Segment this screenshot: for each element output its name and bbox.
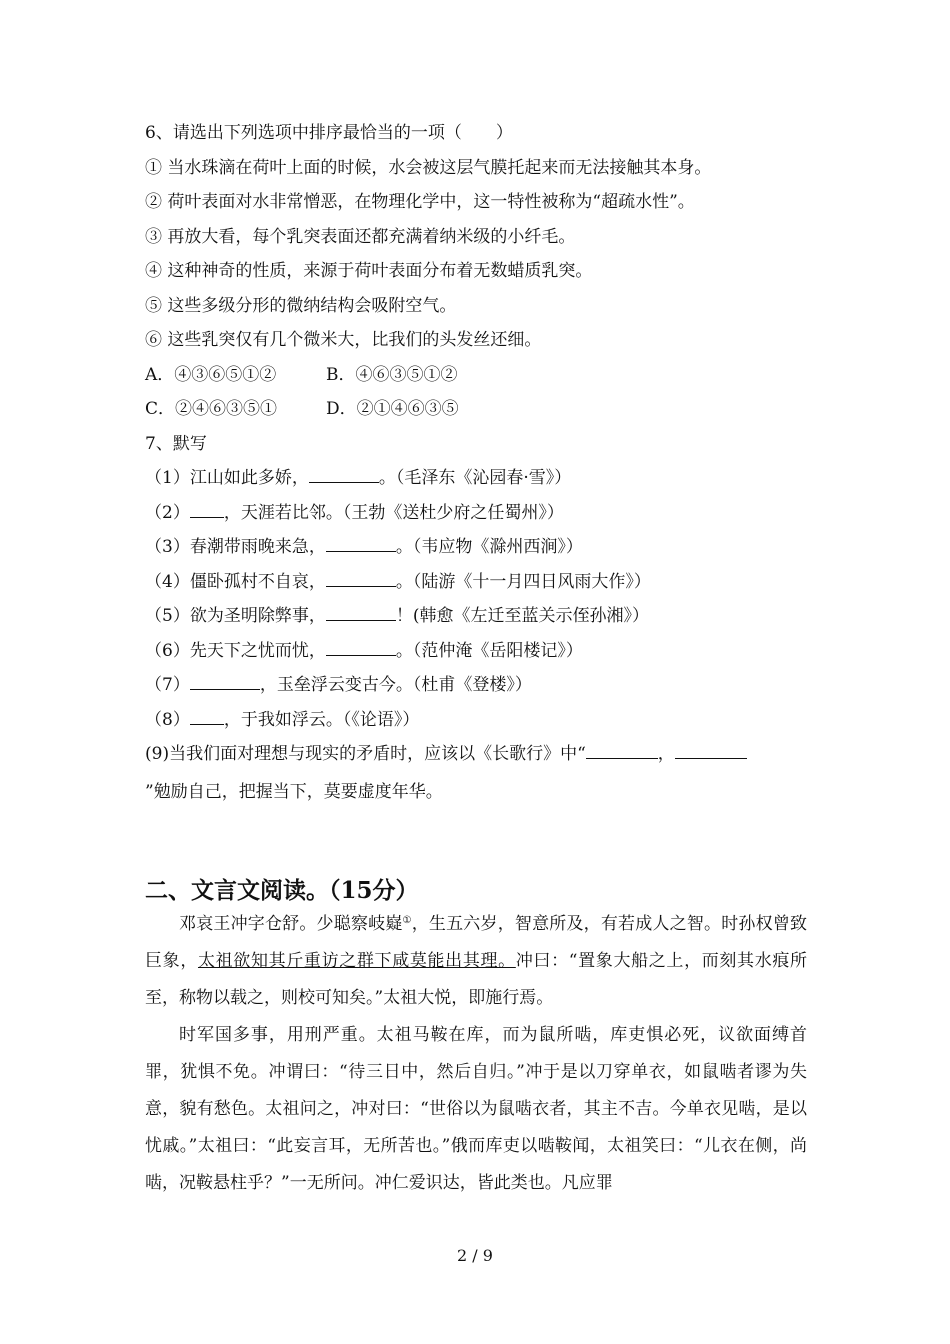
answer-blank (190, 503, 224, 518)
answer-blank (675, 744, 747, 759)
footnote-marker: ① (402, 915, 412, 926)
question-7-title: 7、默写 (145, 434, 207, 454)
passage-paragraph-2: 时军国多事，用刑严重。太祖马鞍在库，而为鼠所啮，库吏惧必死，议欲面缚首罪，犹惧不免。冲谓曰：“待三日中，然后自归。”冲于是以刀穿单衣，如鼠啮者谬为失意，貌有愁色。太祖问之，冲对曰：“世俗以为鼠啮衣者，其主不吉。今单衣见啮，是以忧戚。”太祖曰：“此妄言耳，无所苦也。”俄而库吏以啮鞍闻，太祖笑曰：“儿衣在侧，尚啮，况鞍悬柱乎？”一无所问。冲仁爱识达，皆此类也。凡应罪 (145, 1025, 807, 1193)
answer-blank (326, 641, 396, 656)
option-b: B．④⑥③⑤①② (326, 365, 458, 385)
question-6-item-6: ⑥ 这些乳突仅有几个微米大，比我们的头发丝还细。 (145, 330, 542, 350)
dictation-6-prefix: （6）先天下之忧而忧， (145, 641, 326, 661)
dictation-2-suffix: ，天涯若比邻。（王勃《送杜少府之任蜀州》） (223, 503, 564, 523)
passage-paragraph-1 (145, 906, 807, 1017)
question-6-title: 6、请选出下列选项中排序最恰当的一项（ ） (145, 123, 513, 143)
dictation-line-9 (145, 744, 747, 764)
dictation-7-prefix: （7） (145, 675, 190, 695)
dictation-line-6 (145, 641, 583, 661)
question-6-item-2: ② 荷叶表面对水非常憎恶，在物理化学中，这一特性被称为“超疏水性”。 (145, 192, 695, 212)
dictation-1-suffix: 。（毛泽东《沁园春·雪》） (378, 468, 572, 488)
answer-blank (190, 675, 260, 690)
dictation-line-8 (145, 710, 419, 730)
dictation-line-4 (145, 572, 651, 592)
dictation-line-9-continued: ”勉励自己，把握当下，莫要虚度年华。 (145, 782, 443, 802)
dictation-8-prefix: （8） (145, 710, 190, 730)
option-d: D．②①④⑥③⑤ (326, 399, 459, 419)
dictation-5-suffix: ！(韩愈《左迁至蓝关示侄孙湘》） (395, 606, 649, 626)
dictation-2-prefix: （2） (145, 503, 190, 523)
page-number: 2 / 9 (457, 1246, 493, 1265)
dictation-9-separator: ， (657, 744, 675, 764)
dictation-4-prefix: （4）僵卧孤村不自哀， (145, 572, 326, 592)
question-6-item-5: ⑤ 这些多级分形的微纳结构会吸附空气。 (145, 296, 457, 316)
dictation-4-suffix: 。（陆游《十一月四日风雨大作》） (395, 572, 651, 592)
answer-blank (190, 710, 224, 725)
dictation-3-suffix: 。（韦应物《滁州西涧》） (395, 537, 583, 557)
dictation-6-suffix: 。（范仲淹《岳阳楼记》） (395, 641, 583, 661)
classical-passage (145, 906, 807, 1202)
dictation-line-7 (145, 675, 532, 695)
dictation-line-3 (145, 537, 583, 557)
passage-text: 邓哀王冲字仓舒。少聪察岐嶷 (179, 914, 403, 934)
dictation-9-prefix: (9)当我们面对理想与现实的矛盾时，应该以《长歌行》中“ (145, 744, 586, 764)
underlined-sentence: 太祖欲知其斤重访之群下咸莫能出其理。 (197, 951, 516, 971)
dictation-line-1 (145, 468, 571, 488)
dictation-1-prefix: （1）江山如此多娇， (145, 468, 309, 488)
dictation-line-2 (145, 503, 564, 523)
dictation-line-5 (145, 606, 649, 626)
dictation-5-prefix: （5）欲为圣明除弊事， (145, 606, 326, 626)
answer-blank (586, 744, 658, 759)
question-6-item-1: ① 当水珠滴在荷叶上面的时候，水会被这层气膜托起来而无法接触其本身。 (145, 158, 712, 178)
answer-blank (326, 537, 396, 552)
option-c: C．②④⑥③⑤① (145, 399, 278, 419)
question-6-item-4: ④ 这种神奇的性质，来源于荷叶表面分布着无数蜡质乳突。 (145, 261, 593, 281)
passage-text: 冲曰：“置象大船之上，而刻其水痕所至，称物以载之，则校可知矣。”太祖大悦，即施行焉。 (145, 951, 808, 1008)
passage-text: ，生五六岁，智意所及，有若成人之智。时孙权曾致巨象， (145, 914, 808, 971)
section-heading: 二、文言文阅读。（15分） (145, 877, 419, 904)
dictation-7-suffix: ，玉垒浮云变古今。（杜甫《登楼》） (259, 675, 532, 695)
answer-blank (326, 606, 396, 621)
answer-blank (309, 468, 379, 483)
option-a: A．④③⑥⑤①② (145, 365, 277, 385)
dictation-3-prefix: （3）春潮带雨晚来急， (145, 537, 326, 557)
dictation-8-suffix: ，于我如浮云。（《论语》） (223, 710, 420, 730)
answer-blank (326, 572, 396, 587)
question-6-item-3: ③ 再放大看，每个乳突表面还都充满着纳米级的小纤毛。 (145, 227, 576, 247)
